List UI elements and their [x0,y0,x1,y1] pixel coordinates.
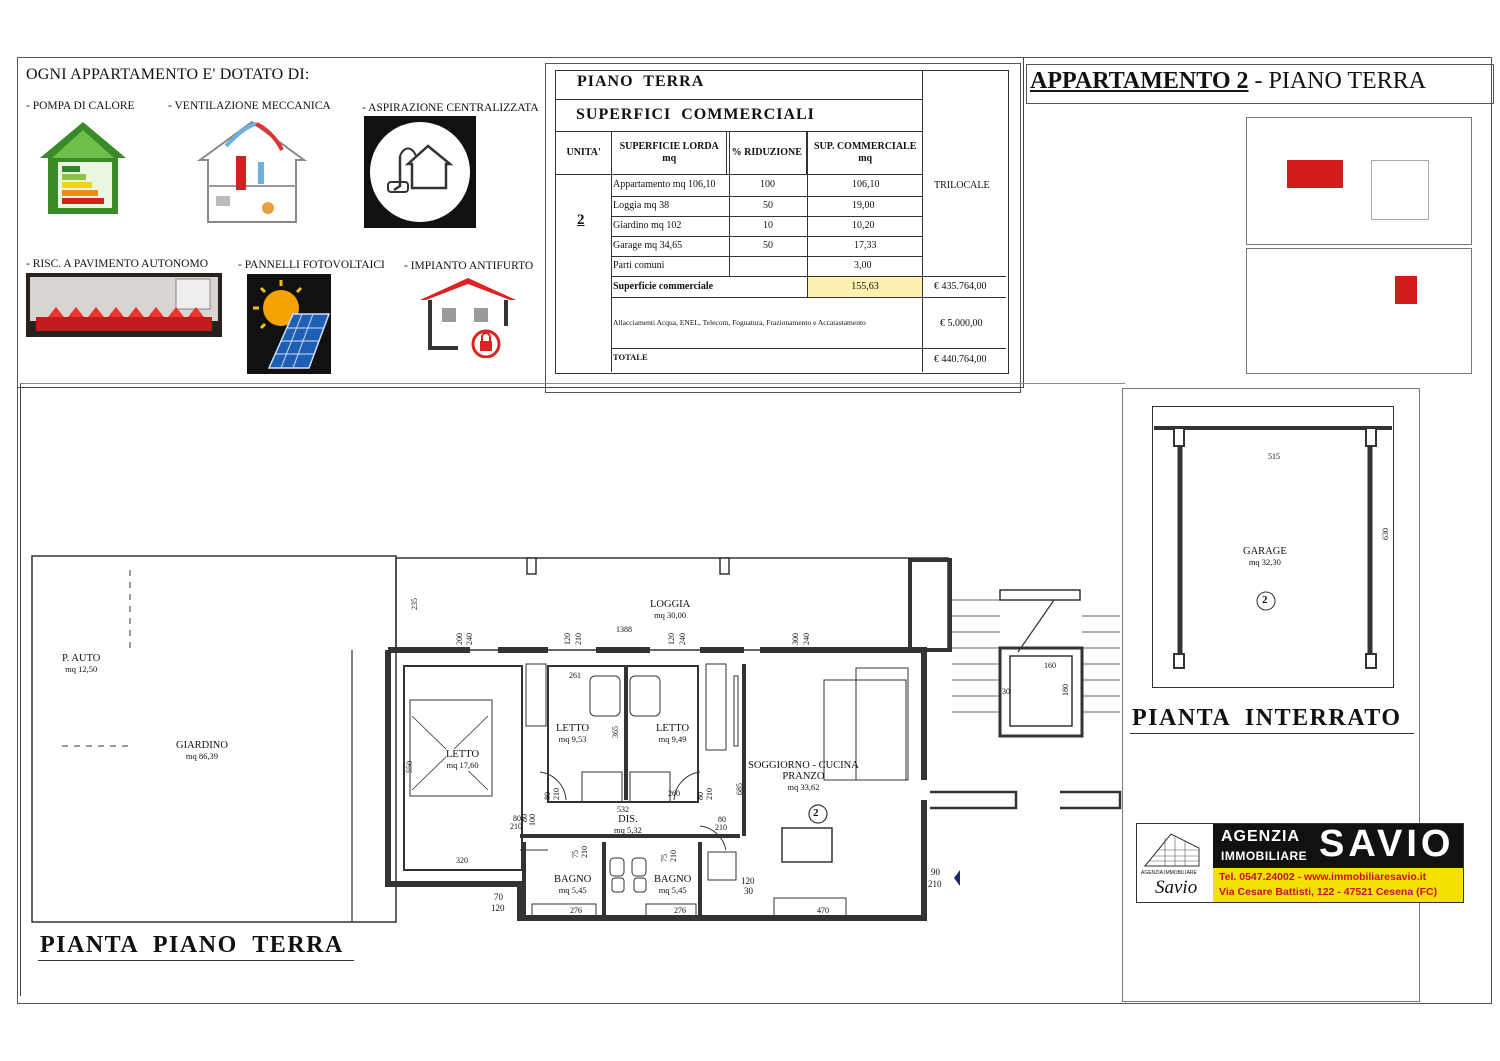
table-header-sep1 [556,99,923,100]
dim-label: 210 [510,822,522,831]
central-vacuum-icon [364,116,476,228]
room-bagno-2-area: mq 5,45 [658,885,687,895]
th-commercial-label: SUP. COMMERCIALE [813,140,917,152]
dim-label: 365 [611,726,620,738]
dim-label: 1388 [616,625,632,634]
unit-marker-ground: 2 [813,807,819,819]
ventilation-house-icon [196,116,308,226]
dim-label: 160 [1044,661,1056,670]
dim-label: 200 [455,633,464,645]
agency-name-line1: AGENZIA [1221,828,1300,845]
row-reduction: 10 [763,220,773,231]
agency-contact-block [1213,868,1463,902]
th-gross [612,132,727,174]
dim-label: 80 [520,814,529,822]
th-commercial-unit: mq [858,152,873,164]
row-desc: Loggia mq 38 [613,200,670,211]
total-surface-desc: Superficie commerciale [613,281,714,292]
table-subtitle: SUPERFICI COMMERCIALI [576,106,815,123]
total-price: € 440.764,00 [934,354,987,365]
key-plan-ground [1246,117,1472,245]
th-gross-unit: mq [662,152,677,164]
dim-label: 120 [741,876,755,886]
table-floor-title: PIANO TERRA [577,73,705,90]
dim-label: 685 [735,783,744,795]
basement-plan-title: PIANTA INTERRATO [1132,705,1402,731]
key-plan-basement [1246,248,1472,374]
room-bagno-1-area: mq 5,45 [558,885,587,895]
dim-label: 120 [667,633,676,645]
total-surface-value: 155,63 [808,277,922,297]
dim-label: 75 [571,850,580,858]
room-p-auto [62,653,100,675]
dim-label: 276 [570,906,582,915]
equipment-label-ventilation: - VENTILAZIONE MECCANICA [168,100,331,112]
agency-logo [1136,823,1464,903]
table-row [612,176,922,197]
room-dis-area: mq 5,32 [614,825,642,835]
alarm-house-icon [418,276,518,358]
room-bagno-1 [554,874,591,896]
row-reduction: 50 [763,200,773,211]
dim-label: 630 [1381,528,1390,540]
row-desc: Garage mq 34,65 [613,240,683,251]
apartment-title-bold: APPARTAMENTO 2 [1030,68,1249,94]
row-reduction: 50 [763,240,773,251]
dim-label: 80 [718,815,726,824]
room-loggia-area: mq 30,00 [654,610,687,620]
unit-marker-basement: 2 [1262,594,1268,606]
equipment-title: OGNI APPARTAMENTO E' DOTATO DI: [26,66,310,83]
room-loggia [650,599,690,621]
equipment-label-alarm: - IMPIANTO ANTIFURTO [404,260,534,272]
dim-label: 180 [1061,684,1070,696]
agency-address: Via Cesare Battisti, 122 - 47521 Cesena (FC) [1219,886,1438,898]
dim-label: 320 [456,856,468,865]
dim-label: 30 [744,886,753,896]
room-letto-2-area: mq 9,53 [558,734,587,744]
dim-label: 300 [791,633,800,645]
row-reduction: 100 [760,179,775,190]
equipment-label-solar: - PANNELLI FOTOVOLTAICI [238,259,385,271]
table-row [612,236,922,257]
dim-label: 210 [669,850,678,862]
agency-logo-emblem [1137,824,1213,902]
solar-panel-icon [247,274,331,374]
table-col-line-gross [729,132,730,276]
total-surface-price: € 435.764,00 [934,281,987,292]
room-giardino [176,740,228,762]
room-dis-name: DIS. [618,814,638,825]
dim-label: 30 [1002,687,1010,696]
row-commercial: 17,33 [854,240,877,251]
dim-label: 260 [668,789,680,798]
dim-label: 70 [494,892,503,902]
dim-label: 210 [574,633,583,645]
dim-label: 210 [580,846,589,858]
building-emblem-icon [1137,826,1213,874]
room-letto-3 [656,723,689,745]
floor-heating-icon [26,273,222,337]
row-desc: Parti comuni [613,260,665,271]
equipment-label-vacuum: - ASPIRAZIONE CENTRALIZZATA [362,102,539,114]
room-soggiorno-area: mq 33,62 [787,782,820,792]
table-row [612,216,922,237]
table-row-connections [612,298,1006,349]
th-gross-label: SUPERFICIE LORDA [619,140,719,152]
row-commercial: 19,00 [852,200,875,211]
room-letto-1-name: LETTO [446,749,480,760]
room-giardino-area: mq 86,39 [185,751,219,761]
dim-label: 210 [552,788,561,800]
connections-desc: Allacciamenti Acqua, ENEL, Telecom, Fognatura, Frazionamento e Accatastamento [613,318,866,327]
th-commercial [807,132,923,174]
dim-label: 90 [931,867,940,877]
room-letto-2-name: LETTO [556,723,590,734]
dim-label: 210 [715,823,727,832]
room-p-auto-area: mq 12,50 [65,664,98,674]
agency-name-line2: IMMOBILIARE [1221,849,1308,863]
table-col-line-reduction [807,132,808,297]
ground-plan-title: PIANTA PIANO TERRA [40,932,344,958]
room-letto-3-area: mq 9,49 [658,734,687,744]
agency-signature: Savio [1155,877,1198,898]
room-garage-area: mq 32,30 [1248,557,1281,567]
apartment-title-rest: - PIANO TERRA [1248,68,1427,94]
dim-label: 120 [491,903,505,913]
room-soggiorno-name: SOGGIORNO - CUCINA [748,760,859,771]
table-row [612,196,922,217]
equipment-label-floor-heating: - RISC. A PAVIMENTO AUTONOMO [26,258,209,270]
room-dis [614,814,642,836]
agency-brand: SAVIO [1319,823,1455,865]
key-plan-other-unit [1371,160,1429,220]
equipment-label-heat-pump: - POMPA DI CALORE [26,100,135,112]
dim-label: 240 [465,633,474,645]
connections-price: € 5.000,00 [940,318,983,329]
room-letto-1 [446,749,479,771]
dim-label: 532 [617,805,629,814]
dim-label: 120 [563,633,572,645]
dim-label: 235 [410,598,419,610]
dim-label: 80 [513,814,521,823]
basement-title-underline [1130,733,1414,734]
heat-pump-house-icon [38,118,128,218]
room-garage-name: GARAGE [1243,546,1287,557]
dim-label: 75 [660,854,669,862]
key-plan-highlight-garage [1395,276,1417,304]
room-bagno-1-name: BAGNO [554,874,592,885]
table-row-total [612,349,1006,371]
dim-label: 240 [678,633,687,645]
unit-type: TRILOCALE [934,180,990,191]
row-commercial: 3,00 [854,260,872,271]
agency-name-block [1213,824,1463,868]
room-letto-1-area: mq 17,60 [446,760,479,770]
dim-label: 470 [817,906,829,915]
unit-number: 2 [577,212,585,228]
key-plan-highlight-apartment [1287,160,1343,188]
dim-label: 261 [569,671,581,680]
dim-label: 550 [405,761,414,773]
total-desc: TOTALE [613,352,648,362]
table-row [612,256,922,277]
room-garage [1243,546,1287,568]
room-letto-3-name: LETTO [656,723,690,734]
room-soggiorno-name2: PRANZO [782,771,825,782]
dim-label: 210 [705,788,714,800]
dim-label: 80 [696,792,705,800]
room-letto-2 [556,723,589,745]
th-reduction: % RIDUZIONE [727,132,807,174]
dim-label: 276 [674,906,686,915]
room-loggia-name: LOGGIA [650,599,691,610]
dim-label: 80 [543,792,552,800]
room-bagno-2-name: BAGNO [654,874,692,885]
row-desc: Giardino mq 102 [613,220,682,231]
th-unit: UNITA' [556,132,612,174]
apartment-title [1030,68,1426,95]
room-soggiorno [748,760,859,793]
agency-phone: Tel. 0547.24002 - www.immobiliaresavio.it [1219,871,1427,883]
room-giardino-name: GIARDINO [176,740,228,751]
dim-label: 240 [802,633,811,645]
agency-small-caption: AGENZIA IMMOBILIARE [1141,870,1197,876]
room-bagno-2 [654,874,691,896]
dim-label: 100 [528,814,537,826]
dim-label: 210 [928,879,942,889]
room-p-auto-name: P. AUTO [62,653,101,664]
row-commercial: 106,10 [852,179,880,190]
dim-label: 515 [1268,452,1280,461]
row-commercial: 10,20 [852,220,875,231]
row-desc: Appartamento mq 106,10 [613,179,716,190]
ground-plan-title-underline [38,960,354,961]
